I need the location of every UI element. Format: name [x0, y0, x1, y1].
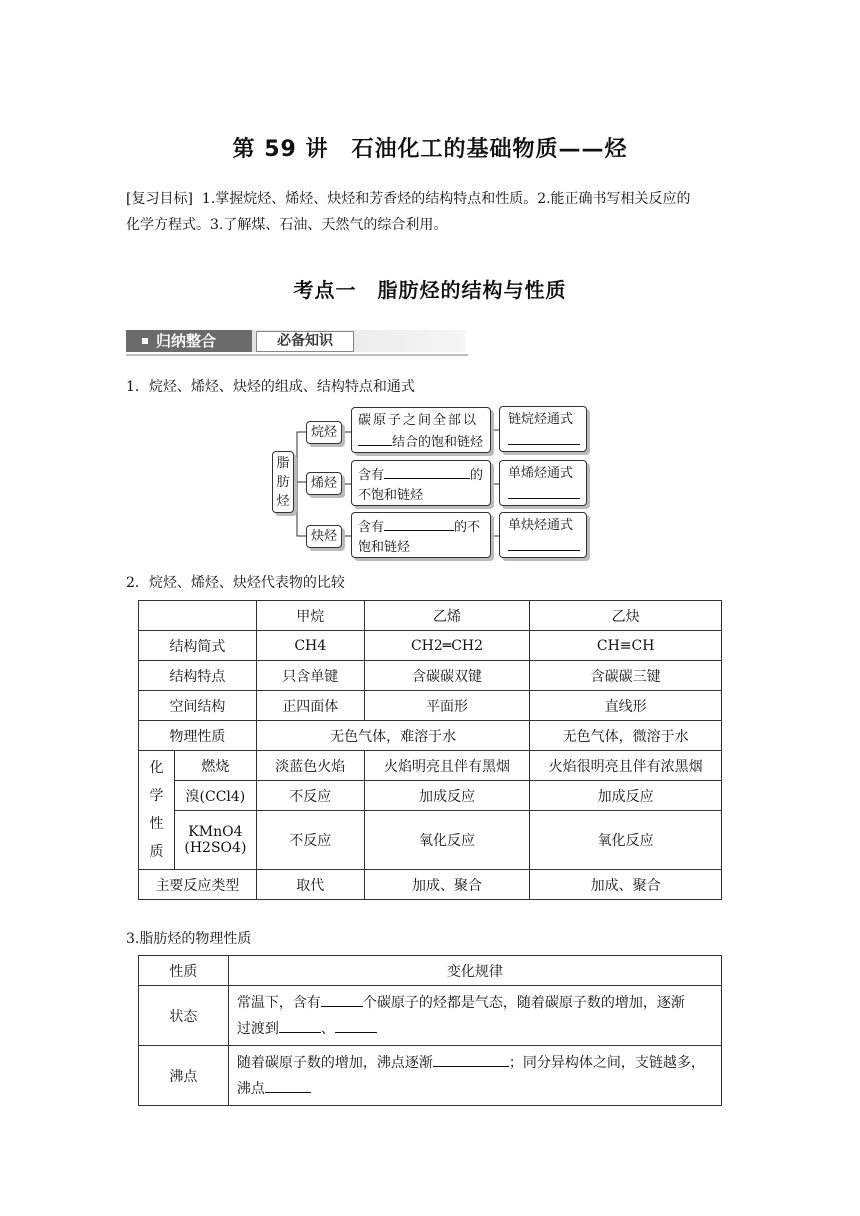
desc-line: 饱和链烃 — [358, 540, 411, 555]
table-cell: 只含单键 — [256, 661, 364, 691]
goal-label: [复习目标] — [126, 191, 193, 207]
table-row — [139, 601, 722, 631]
formula-alkene — [499, 460, 587, 506]
desc-alkane — [351, 407, 491, 453]
node-alkyne: 炔烃 — [306, 525, 342, 548]
cell-text: 沸点 — [236, 1080, 265, 1097]
formula-label: 链烷烃通式 — [508, 412, 574, 427]
table-row — [139, 956, 722, 986]
root-char: 脂 — [276, 456, 290, 471]
table-cell: 含碳碳三键 — [530, 661, 722, 691]
chem-label-char: 化 — [149, 760, 164, 776]
sec2-heading: 2．烷烃、烯烃、炔烃代表物的比较 — [126, 575, 345, 591]
table-cell: 淡蓝色火焰 — [256, 751, 364, 781]
table-cell: 不反应 — [256, 781, 364, 811]
fill-blank — [508, 536, 580, 551]
fill-blank — [384, 516, 454, 531]
table-cell: 火焰很明亮且伴有浓黑烟 — [530, 751, 722, 781]
cell-text: 随着碳原子数的增加，沸点逐渐 — [236, 1054, 433, 1071]
desc-line: 的 — [470, 468, 484, 483]
table-cell: 含碳碳双键 — [364, 661, 530, 691]
row-label: 空间结构 — [139, 691, 257, 721]
fill-blank — [358, 431, 392, 446]
table-header: 乙炔 — [530, 601, 722, 631]
goal-text-line2: 化学方程式。3.了解煤、石油、天然气的综合利用。 — [126, 217, 448, 233]
table-row — [139, 691, 722, 721]
table-cell: 氧化反应 — [530, 811, 722, 870]
table-cell: 氧化反应 — [364, 811, 530, 870]
table-row — [139, 751, 722, 781]
formula-alkane — [499, 406, 587, 452]
row-label: 状态 — [139, 986, 229, 1046]
sublabel-line: (H2SO4) — [184, 840, 247, 856]
table-cell: 不反应 — [256, 811, 364, 870]
sec3-heading: 3.脂肪烃的物理性质 — [126, 931, 252, 947]
row-label: 结构简式 — [139, 631, 257, 661]
fill-blank — [433, 1052, 509, 1067]
table-header: 甲烷 — [256, 601, 364, 631]
table-cell: 无色气体，难溶于水 — [256, 721, 529, 751]
desc-alkene — [351, 460, 491, 506]
table-cell: CH2═CH2 — [364, 631, 530, 661]
table-cell: 火焰明亮且伴有黑烟 — [364, 751, 530, 781]
cell-text: ；同分异构体之间，支链越多， — [508, 1054, 705, 1071]
table-cell: 加成反应 — [530, 781, 722, 811]
desc-line: 含有 — [358, 520, 385, 535]
cell-text: 、 — [320, 1020, 335, 1037]
row-sublabel: 燃烧 — [174, 751, 256, 781]
desc-line: 结合的饱和链烃 — [392, 435, 484, 450]
goal-text-line1: 1.掌握烷烃、烯烃、炔烃和芳香烃的结构特点和性质。2.能正确书写相关反应的 — [201, 191, 691, 207]
comparison-table — [138, 600, 722, 900]
table-cell — [139, 601, 257, 631]
table-row — [139, 986, 722, 1046]
table-header: 性质 — [139, 956, 229, 986]
table-cell: 加成反应 — [364, 781, 530, 811]
table-cell: 直线形 — [530, 691, 722, 721]
fill-blank — [321, 992, 363, 1007]
banner-underline — [126, 354, 468, 356]
desc-line: 的不 — [454, 520, 481, 535]
fill-blank — [265, 1078, 311, 1093]
table-cell: 正四面体 — [256, 691, 364, 721]
review-goals — [126, 186, 736, 238]
table-row — [139, 781, 722, 811]
table-cell: 加成、聚合 — [364, 870, 530, 900]
fill-blank — [508, 430, 580, 445]
formula-alkyne — [499, 512, 587, 558]
formula-label: 单烯烃通式 — [508, 466, 574, 481]
row-label: 主要反应类型 — [139, 870, 257, 900]
fill-blank — [279, 1018, 321, 1033]
table-header: 变化规律 — [228, 956, 721, 986]
formula-label: 单炔烃通式 — [508, 518, 574, 533]
cell-text: 常温下，含有 — [236, 994, 321, 1011]
table-cell: CH4 — [256, 631, 364, 661]
table-cell — [228, 986, 721, 1046]
table-cell — [228, 1046, 721, 1106]
section-title: 考点一 脂肪烃的结构与性质 — [293, 278, 567, 302]
chem-label-char: 质 — [149, 844, 164, 860]
cell-text: 过渡到 — [236, 1020, 279, 1037]
row-label: 物理性质 — [139, 721, 257, 751]
physical-properties-table — [138, 955, 722, 1106]
fill-blank — [335, 1018, 377, 1033]
table-row — [139, 661, 722, 691]
banner-left — [126, 330, 252, 352]
banner-right-label: 必备知识 — [256, 331, 354, 352]
desc-line: 碳原子之间全部以 — [358, 413, 479, 428]
fill-blank — [508, 484, 580, 499]
row-sublabel: 溴(CCl4) — [174, 781, 256, 811]
root-char: 烃 — [276, 494, 290, 509]
page-title: 第 59 讲 石油化工的基础物质——烃 — [232, 137, 628, 162]
table-cell: 平面形 — [364, 691, 530, 721]
cell-text: 个碳原子的烃都是气态，随着碳原子数的增加，逐渐 — [362, 994, 685, 1011]
root-node — [272, 451, 294, 513]
desc-alkyne — [351, 512, 491, 558]
node-alkene: 烯烃 — [306, 472, 342, 495]
desc-line: 不饱和链烃 — [358, 488, 424, 503]
table-cell: 加成、聚合 — [530, 870, 722, 900]
desc-line: 含有 — [358, 468, 385, 483]
fill-blank — [384, 464, 470, 479]
row-label: 沸点 — [139, 1046, 229, 1106]
banner-left-label: 归纳整合 — [156, 332, 217, 350]
table-row — [139, 1046, 722, 1106]
table-row — [139, 631, 722, 661]
table-row — [139, 811, 722, 870]
chem-label — [139, 751, 175, 870]
sublabel-line: KMnO4 — [188, 824, 243, 840]
square-icon — [142, 338, 148, 344]
table-header: 乙烯 — [364, 601, 530, 631]
row-label: 结构特点 — [139, 661, 257, 691]
section-banner — [126, 328, 468, 358]
table-cell: 无色气体，微溶于水 — [530, 721, 722, 751]
table-cell: 取代 — [256, 870, 364, 900]
chem-label-char: 性 — [149, 816, 164, 832]
node-alkane: 烷烃 — [306, 421, 342, 444]
table-row — [139, 721, 722, 751]
row-sublabel — [174, 811, 256, 870]
sec1-heading: 1．烷烃、烯烃、炔烃的组成、结构特点和通式 — [126, 379, 415, 395]
table-cell: CH≡CH — [530, 631, 722, 661]
root-char: 肪 — [276, 475, 290, 490]
chem-label-char: 学 — [149, 788, 164, 804]
table-row — [139, 870, 722, 900]
